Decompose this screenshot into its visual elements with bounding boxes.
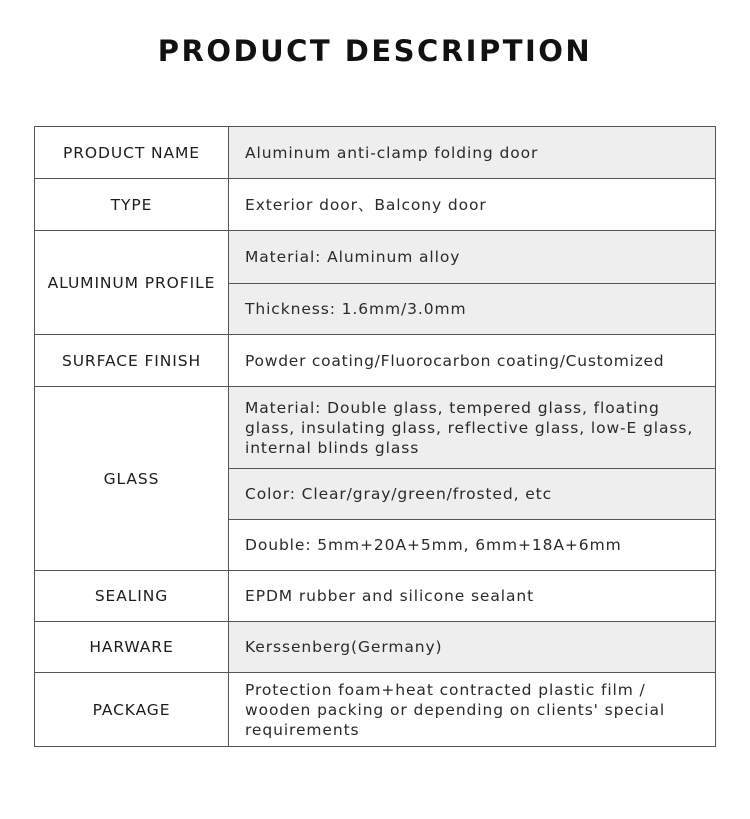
table-row-aluminum-profile [35, 231, 716, 284]
page-title: PRODUCT DESCRIPTION [157, 34, 593, 68]
surface-finish-label: SURFACE FINISH [35, 335, 229, 387]
table-row-surface-finish [35, 335, 716, 387]
type-value: Exterior door、Balcony door [229, 179, 716, 231]
table-row-sealing [35, 571, 716, 622]
glass-material: Material: Double glass, tempered glass, floating glass, insulating glass, reflective glass, low-E glass, internal blinds glass [229, 387, 716, 469]
table-row-type [35, 179, 716, 231]
glass-label: GLASS [35, 387, 229, 571]
sealing-label: SEALING [35, 571, 229, 622]
hardware-value: Kerssenberg(Germany) [229, 622, 716, 673]
aluminum-profile-material: Material: Aluminum alloy [229, 231, 716, 284]
table-row-product-name [35, 127, 716, 179]
aluminum-profile-thickness: Thickness: 1.6mm/3.0mm [229, 284, 716, 335]
table-row-package [35, 673, 716, 747]
package-label: PACKAGE [35, 673, 229, 747]
hardware-label: HARWARE [35, 622, 229, 673]
package-value: Protection foam+heat contracted plastic film / wooden packing or depending on clients' special requirements [229, 673, 716, 747]
product-name-label: PRODUCT NAME [35, 127, 229, 179]
glass-double: Double: 5mm+20A+5mm, 6mm+18A+6mm [229, 520, 716, 571]
product-name-value: Aluminum anti-clamp folding door [229, 127, 716, 179]
type-label: TYPE [35, 179, 229, 231]
spec-table [34, 126, 716, 747]
glass-color: Color: Clear/gray/green/frosted, etc [229, 469, 716, 520]
aluminum-profile-label: ALUMINUM PROFILE [35, 231, 229, 335]
table-row-glass-material [35, 387, 716, 469]
surface-finish-value: Powder coating/Fluorocarbon coating/Customized [229, 335, 716, 387]
table-row-hardware [35, 622, 716, 673]
sealing-value: EPDM rubber and silicone sealant [229, 571, 716, 622]
